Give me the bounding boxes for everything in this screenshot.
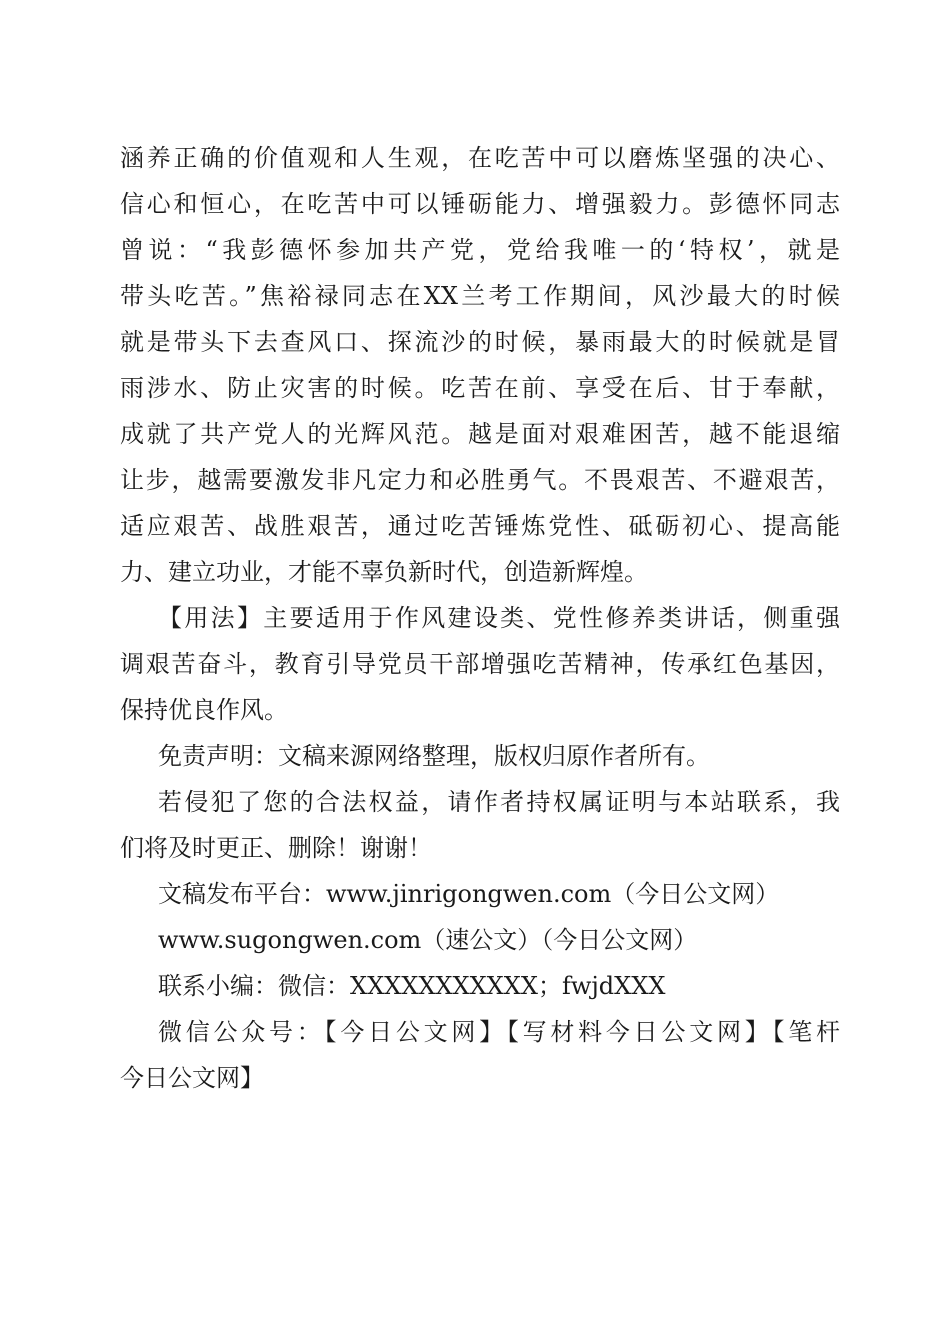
text-line: 成就了共产党人的光辉风范。越是面对艰难困苦，越不能退缩	[120, 420, 840, 448]
text-line: 【用法】主要适用于作风建设类、党性修养类讲话，侧重强	[158, 604, 840, 632]
text-line: 信心和恒心，在吃苦中可以锤砺能力、增强毅力。彭德怀同志	[120, 190, 840, 218]
text-line: 调艰苦奋斗，教育引导党员干部增强吃苦精神，传承红色基因，	[120, 650, 840, 678]
disclaimer-text: 免责声明：文稿来源网络整理，版权归原作者所有。	[158, 742, 710, 770]
text-line: 保持优良作风。	[120, 696, 288, 724]
contact-text: 联系小编：微信：XXXXXXXXXXX；fwjdXXX	[158, 972, 666, 1000]
text-line: 适应艰苦、战胜艰苦，通过吃苦锤炼党性、砥砺初心、提高能	[120, 512, 840, 540]
platform2-text: www.sugongwen.com（速公文）（今日公文网）	[158, 926, 698, 954]
text-line: 涵养正确的价值观和人生观，在吃苦中可以磨炼坚强的决心、	[120, 144, 840, 172]
text-line: 就是带头下去查风口、探流沙的时候，暴雨最大的时候就是冒	[120, 328, 840, 356]
text-line: 力、建立功业，才能不辜负新时代，创造新辉煌。	[120, 558, 648, 586]
text-line: 今日公文网】	[120, 1064, 264, 1092]
platform-text: 文稿发布平台：www.jinrigongwen.com（今日公文网）	[158, 880, 780, 908]
text-line: 若侵犯了您的合法权益，请作者持权属证明与本站联系，我	[158, 788, 840, 816]
text-line: 带头吃苦。”焦裕禄同志在XX兰考工作期间，风沙最大的时候	[120, 282, 840, 310]
text-line: 们将及时更正、删除！谢谢！	[120, 834, 432, 862]
text-line: 微信公众号：【今日公文网】【写材料今日公文网】【笔杆	[158, 1018, 840, 1046]
text-line: 雨涉水、防止灾害的时候。吃苦在前、享受在后、甘于奉献，	[120, 374, 840, 402]
text-line: 曾说：“我彭德怀参加共产党，党给我唯一的‘特权’，就是	[120, 236, 840, 264]
text-line: 让步，越需要激发非凡定力和必胜勇气。不畏艰苦、不避艰苦，	[120, 466, 840, 494]
